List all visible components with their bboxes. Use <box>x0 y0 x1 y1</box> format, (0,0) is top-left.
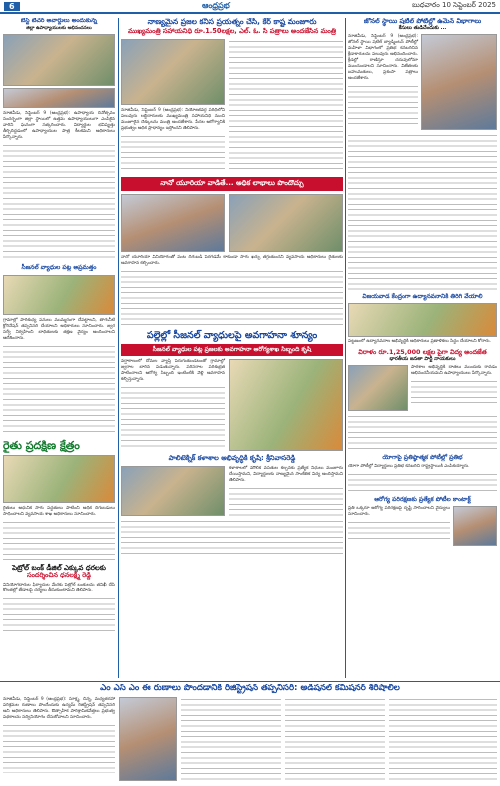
story-nano-body: నానో యూరియా వినియోగంతో పంట దిగుబడి పెరగడమే కాకుండా సాగు ఖర్చు తగ్గుతుందని వ్యవసాయ అధికారులు రైతులకు అవగాహన కల్పించారు. <box>121 255 343 267</box>
story-seasonal-body: గ్రామాల్లో పారిశుధ్య పనులు ముమ్మరంగా చేపట్టాలని, తాగునీటి క్లోరినేషన్ తప్పనిసరి చేయాలని అధికారులు సూచించారు. జ్వర సర్వే నిర్వహించి బాధితులకు తక్షణ వైద్యం అందించాలని ఆదేశించారు. <box>3 317 115 341</box>
story-cmrf-body: నూజివీడు, సెప్టెంబర్ 9 (ఆంధ్రప్రభ): నియోజకవర్గ పరిధిలోని పలువురు లబ్ధిదారులకు ముఖ్యమంత్రి సహాయనిధి నుంచి మంజూరైన చెక్కులను మంత్రి అందజేశారు. పేదల ఆరోగ్యానికి ప్రభుత్వం అధిక ప్రాధాన్యం ఇస్తోందని తెలిపారు. <box>121 108 225 132</box>
story-petrol-body: వినియోగదారుల ఫిర్యాదుల మేరకు పెట్రోల్ బంకులను తనిఖీ చేసి కొలతల్లో తేడాలపై చర్యలు తీసుకుంటామని తెలిపారు. <box>3 582 115 594</box>
seasonal-photo <box>3 275 115 315</box>
story-text-block <box>389 697 497 781</box>
garden-photo <box>348 303 497 337</box>
story-garden-body: పట్టణంలో ఉద్యానవనాల అభివృద్ధికి అధికారులు ప్రణాళికలు సిద్ధం చేయాలని కోరారు. <box>348 339 491 345</box>
subhead-donation: భారతీయ జనతా పార్టీ నాయకులు <box>389 355 456 362</box>
story-text-block <box>3 143 115 261</box>
story-text-block <box>121 269 343 327</box>
story-yoga-body: యోగా పోటీల్లో విద్యార్థులు ప్రతిభ కనబరిచి రాష్ట్రస్థాయికి ఎంపికయ్యారు. <box>348 464 470 470</box>
dateline: బుధవారం 10 సెప్టెంబర్ 2025 <box>412 1 496 9</box>
middle-column <box>121 18 343 678</box>
headline-petrol: పెట్రోల్ బంక్ డీజిల్ ఎక్కువ ధరలకు <box>12 564 106 573</box>
story-text-block <box>348 520 450 540</box>
story-donation-body: పాఠశాల అభివృద్ధికి దాతలు ముందుకు రావడం అభినందనీయమని ఉపాధ్యాయులు పేర్కొన్నారు. <box>411 365 497 377</box>
subhead-shuttle: కేసులు తుడిచేందుకు ... <box>398 24 447 31</box>
headline-garden: విజయవాడ కేంద్రంగా ఉద్యానవనానికి తిరిగి వేయాలి <box>362 293 483 301</box>
story-polytechnic-body: కళాశాలలో మౌలిక వసతుల కల్పనకు ప్రత్యేక నిధులు మంజూరు చేయిస్తామని, విద్యార్థులకు నాణ్యమైన సాంకేతిక విద్య అందిస్తామని తెలిపారు. <box>229 465 343 483</box>
story-msme-body: నూజివీడు, సెప్టెంబర్ 9 (ఆంధ్రప్రభ): సూక్ష్మ, చిన్న, మధ్యతరహా పరిశ్రమల రుణాలు పొందేందుకు ఉద్యమ్ రిజిస్ట్రేషన్ తప్పనిసరి అని అధికారులు తెలిపారు. ఔత్సాహిక పారిశ్రామికవేత్తలు ప్రభుత్వ పథకాలను సద్వినియోగం చేసుకోవాలని సూచించారు. <box>3 696 115 720</box>
column-divider <box>345 18 346 678</box>
headline-farmer: రైతు ప్రదక్షిణ క్షేత్రం <box>3 438 80 452</box>
story-text-block <box>348 414 497 452</box>
right-column <box>348 18 497 678</box>
polytechnic-photo <box>121 466 225 516</box>
headline-msme: ఎం ఎస్ ఎం ఈ రుణాలు పొందడానికి రిజిస్ట్రేషన్ తప్పనిసరి: అడిషనల్ కమిషనర్ శిరీషాలీల <box>100 684 400 693</box>
shuttle-players-photo <box>421 34 497 130</box>
story-best-teacher-body: నూజివీడు, సెప్టెంబర్ 9 (ఆంధ్రప్రభ): ఉపాధ్యాయ దినోత్సవం సందర్భంగా జిల్లా స్థాయిలో ఉత్తమ ఉపాధ్యాయులుగా ఎంపికైన వారిని ఘనంగా సత్కరించారు. విద్యార్థుల భవిష్యత్తు తీర్చిదిద్దడంలో ఉపాధ్యాయుల పాత్ర కీలకమని అధికారులు పేర్కొన్నారు. <box>3 111 115 140</box>
health-photo <box>453 506 497 546</box>
bottom-divider <box>0 681 500 682</box>
bottom-story <box>3 684 497 784</box>
village-health-photo <box>229 359 343 451</box>
headline-nano-urea: నానో యూరియా వాడితే... అధిక లాభాలు పొందొచ్చు <box>121 177 343 191</box>
story-text-block <box>3 344 115 436</box>
story-text-block <box>348 472 497 494</box>
teachers-group-photo <box>3 88 115 108</box>
headline-donation: విరాళం రూ.1,25,000 లక్షల పైగా విద్య అందజేత <box>358 348 487 357</box>
nano-urea-photo <box>229 194 343 252</box>
masthead <box>0 0 500 14</box>
donation-photo <box>348 365 408 411</box>
story-shuttle-body: నూజివీడు, సెప్టెంబర్ 9 (ఆంధ్రప్రభ): జోనల్ స్థాయి షటిల్ బ్యాడ్మింటన్ పోటీల్లో మహిళా విభాగంలో ప్రతిభ కనబరిచిన క్రీడాకారులను పలువురు అభినందించారు. క్రీడల్లో రాణిస్తూ చదువులోనూ ముందుండాలని సూచించారు. విజేతలకు బహుమతులు, ప్రశంసా పత్రాలు అందజేశారు. <box>348 34 418 81</box>
story-text-block <box>285 697 385 781</box>
headline-cmrf: నాణ్యమైన ప్రజల కనీస ప్రయత్నం చేసి, కేర్ కాష్ట మంజూరు <box>147 18 317 26</box>
story-text-block <box>3 723 115 773</box>
headline-health-final: ఆరోగ్య పరిరక్షణకు ప్రత్యేక పోటీల కాంటాక్ట్ <box>374 496 471 504</box>
headline-shuttle: జోనల్ స్థాయి షటిల్ పోటీల్లో ఉమెన్ విభాగాలు <box>363 18 482 25</box>
story-farmer-body: రైతులు ఆధునిక సాగు పద్ధతులు పాటించి అధిక దిగుబడులు సాధించాలని వ్యవసాయ శాఖ అధికారులు సూచించారు. <box>3 506 115 518</box>
minister-handover-photo <box>121 39 225 105</box>
headline-seasonal-left: సీజనల్ వ్యాధుల పట్ల అప్రమత్తం <box>21 263 97 271</box>
story-text-block <box>411 379 497 405</box>
subhead-petrol: సందర్శించిన ధనలక్ష్మి రెడ్డి <box>27 571 91 580</box>
headline-village-health: పల్లెల్లో సీజనల్ వ్యాధులపై అవగాహనా శూన్యం <box>146 330 318 342</box>
story-text-block <box>348 84 418 124</box>
story-text-block <box>3 520 115 560</box>
commissioner-portrait-photo <box>119 697 177 781</box>
story-text-block <box>348 133 497 291</box>
story-text-block <box>229 486 343 516</box>
subhead-village-health: సీజనల్ వ్యాధుల పట్ల ప్రజలకు అవగాహనా ఆరోగ్యశాఖ సిబ్బంది కృషి <box>121 344 343 356</box>
story-health-final-body: ప్రతి ఒక్కరూ ఆరోగ్య పరిరక్షణపై దృష్టి సారించాలని వైద్యులు సూచించారు. <box>348 505 450 517</box>
story-text-block <box>181 697 281 781</box>
headline-polytechnic: పాలిటెక్నిక్ కళాశాల అభివృద్ధికి కృషి: శ్రీనివాసరెడ్డి <box>168 454 296 462</box>
story-village-body: వర్షాకాలంలో దోమల వ్యాప్తి పెరుగుతుండటంతో గ్రామాల్లో జ్వరాల బారిన పడుతున్నారు. పరిసరాల పరిశుభ్రత పాటించాలని ఆరోగ్య సిబ్బంది ఇంటింటికి వెళ్లి అవగాహన కల్పిస్తున్నారు. <box>121 359 225 382</box>
newspaper-name: ఆంధ్రప్రభ <box>201 0 230 10</box>
headline-yoga: యోగాపై ప్రతిష్ఠాత్మక పోటీల్లో ప్రతిభ <box>382 454 463 462</box>
subhead-best-teacher: జిల్లా ఉపాధ్యాయులకు అభినందనలు <box>26 25 92 31</box>
column-divider <box>118 18 119 678</box>
story-text-block <box>121 519 343 557</box>
story-text-block <box>121 134 225 170</box>
page-number: 6 <box>4 2 20 11</box>
subhead-cmrf: ముఖ్యమంత్రి సహాయనిధి రూ.1.50లక్షల, ఎల్. ఓ. సి పత్రాలు అందజేసిన మంత్రి <box>127 26 337 35</box>
headline-best-teacher: బెస్ట్ టీచర్ అవార్డులు అందుకున్న <box>20 18 98 24</box>
story-text-block <box>121 385 225 447</box>
story-text-block <box>229 39 343 173</box>
left-column <box>3 18 115 678</box>
story-text-block <box>3 596 115 632</box>
farm-field-photo <box>3 455 115 503</box>
teachers-award-photo <box>3 34 115 86</box>
nano-urea-photo <box>121 194 225 252</box>
